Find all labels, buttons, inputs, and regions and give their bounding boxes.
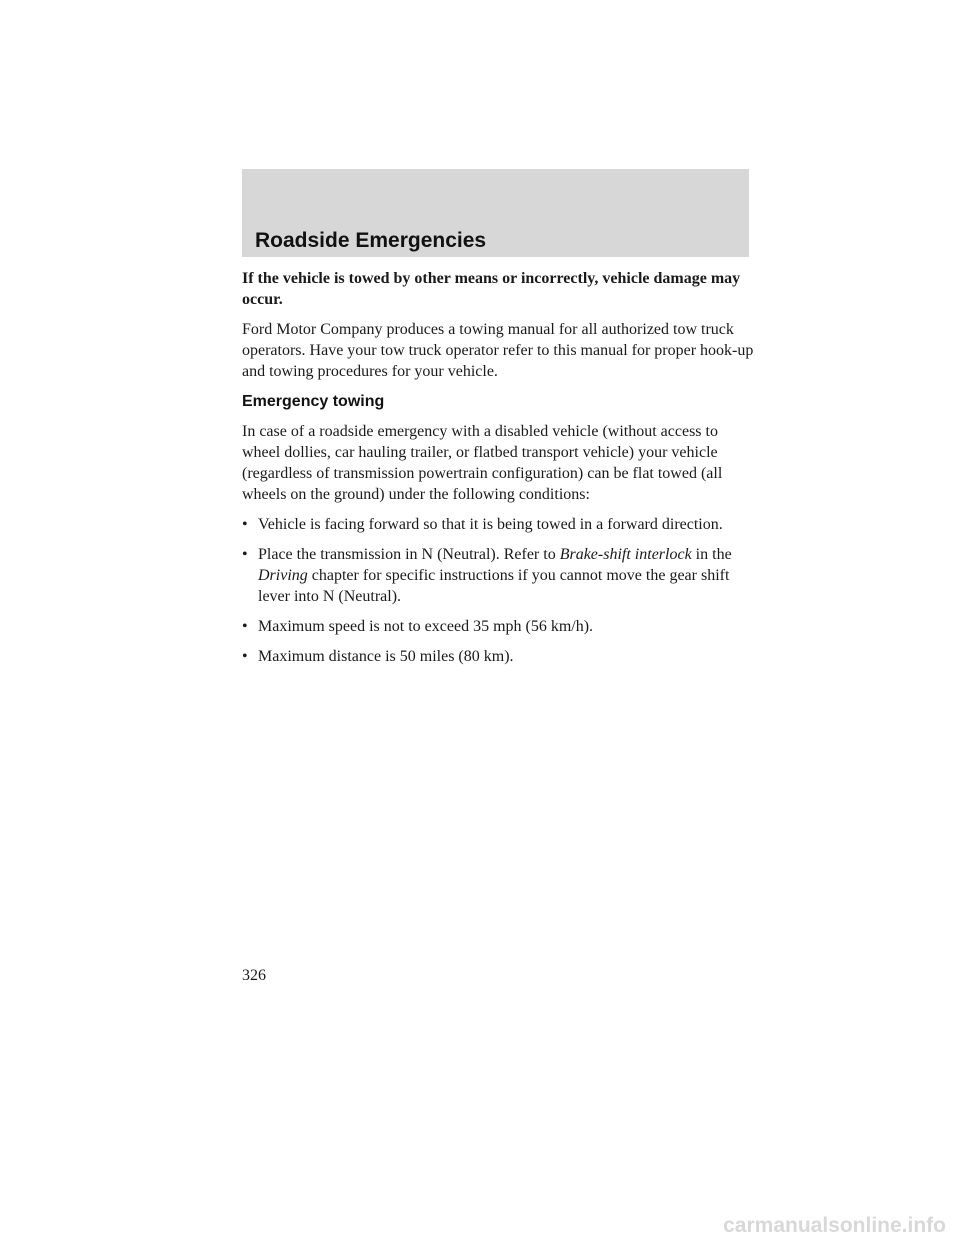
section-title: Roadside Emergencies <box>255 229 487 252</box>
driving-chapter-reference: Driving <box>258 567 308 584</box>
list-item <box>242 514 757 535</box>
list-item-text-part: in the <box>695 546 732 563</box>
page-content <box>242 268 757 676</box>
towing-manual-paragraph: Ford Motor Company produces a towing manual for all authorized tow truck operators. Have your tow truck operator refer to this manual for proper hook-up and towing procedures for your vehicle. <box>242 321 754 380</box>
list-item-text-part: chapter for specific instructions if you cannot move the gear shift lever into N (Neutral). <box>258 567 730 605</box>
emergency-towing-heading: Emergency towing <box>242 393 385 410</box>
list-item <box>242 544 757 607</box>
list-item-text-part: Place the transmission in N (Neutral). Refer to <box>258 546 556 563</box>
list-item <box>242 616 757 637</box>
bullet-icon: • <box>242 546 248 563</box>
page-number: 326 <box>242 967 266 984</box>
bullet-icon: • <box>242 618 248 635</box>
watermark: carmanualsonline.info <box>723 1214 946 1237</box>
warning-text: If the vehicle is towed by other means or incorrectly, vehicle damage may occur. <box>242 270 741 308</box>
brake-shift-interlock-reference: Brake-shift interlock <box>559 546 692 563</box>
list-item-text: Vehicle is facing forward so that it is being towed in a forward direction. <box>258 516 723 533</box>
list-item-text: Maximum speed is not to exceed 35 mph (56 km/h). <box>258 618 594 635</box>
towing-conditions-list <box>242 514 757 667</box>
list-item-text <box>258 544 757 607</box>
list-item <box>242 646 757 667</box>
bullet-icon: • <box>242 648 248 665</box>
emergency-towing-paragraph: In case of a roadside emergency with a disabled vehicle (without access to wheel dollies, car hauling trailer, or flatbed transport vehicle) your vehicle (regardless of transmission powertrain configuration) can be flat towed (all wheels on the ground) under the following conditions: <box>242 423 723 503</box>
list-item-text: Maximum distance is 50 miles (80 km). <box>258 648 514 665</box>
bullet-icon: • <box>242 516 248 533</box>
